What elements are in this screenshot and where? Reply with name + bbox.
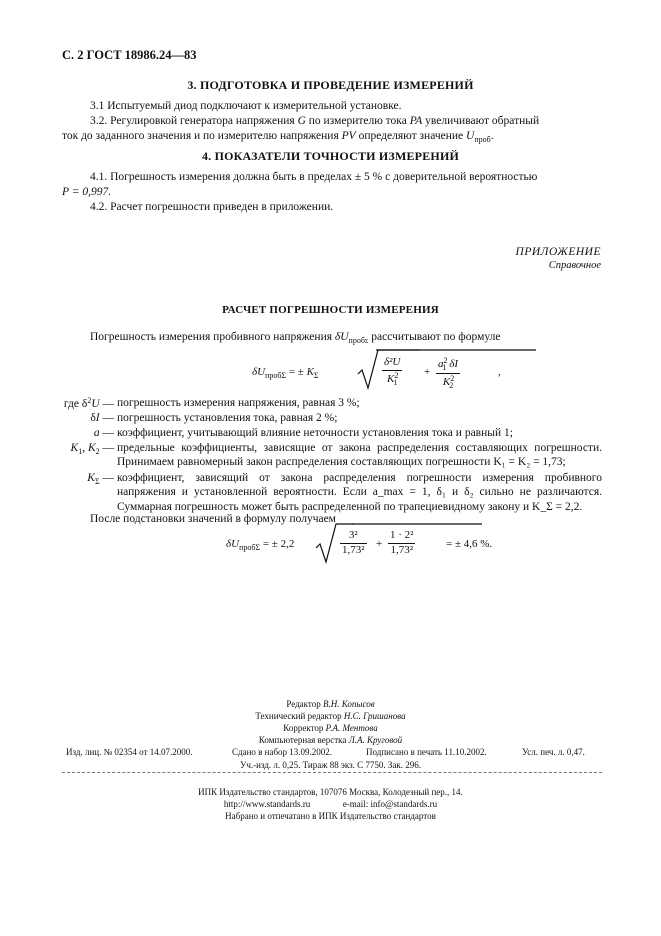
text: Σ: [364, 339, 369, 345]
text: = ± 2,2: [262, 538, 295, 550]
formula-1-frac-1: [382, 356, 402, 388]
credit-role: Редактор: [286, 699, 321, 709]
text: ,: [498, 366, 501, 378]
numerator: 3²: [340, 529, 367, 544]
paragraph-3-1: 3.1 Испытуемый диод подключают к измерительной установке.: [90, 100, 402, 112]
formula-1-frac-2: [436, 356, 460, 391]
paragraph-4-2: 4.2. Расчет погрешности приведен в приложении.: [90, 201, 334, 213]
appendix-sublabel: Справочное: [548, 260, 601, 271]
subscript: пробΣ: [239, 543, 261, 552]
text: K: [306, 366, 314, 378]
text: = ±: [288, 366, 304, 378]
numerator: 1 · 2²: [388, 529, 415, 544]
subscript: 1: [393, 377, 398, 387]
fraction: [388, 529, 415, 558]
paragraph-4-1-line2: [62, 185, 602, 199]
text: определяют значение: [358, 130, 464, 142]
text: δU: [226, 538, 240, 550]
text: K: [442, 376, 451, 388]
credit-role: Корректор: [283, 723, 324, 734]
page-header: С. 2 ГОСТ 18986.24—83: [62, 48, 197, 62]
definition-text: коэффициент, зависящий от закона распределения погрешности измерения пробивного напряжения и установленной вероятности. Если a_max = 1, δ₁ и δ₂ сильно не различаются. Суммарная погрешность может быть распределенной по трапециевидному закону и K_Σ = 2,2.: [117, 472, 602, 513]
symbol-g: G: [297, 115, 306, 127]
paragraph-4-1-line1: 4.1. Погрешность измерения должна быть в пределах ± 5 % с доверительной вероятностью: [90, 171, 538, 183]
appendix-label: ПРИЛОЖЕНИЕ: [515, 246, 601, 258]
credit-name: Н.С. Гришанова: [343, 711, 406, 722]
denominator: 1,73²: [390, 543, 414, 556]
formula-2-frac-2: [388, 529, 415, 558]
denominator: [436, 374, 460, 391]
subscript: 2: [449, 381, 454, 390]
formula-1-lhs: [252, 366, 319, 381]
text: δ²U: [384, 356, 401, 368]
text: .: [490, 130, 494, 142]
text: K: [387, 372, 395, 385]
symbol: δU: [334, 331, 349, 343]
symbol-pa: PA: [409, 115, 423, 127]
plus-sign: +: [424, 366, 431, 378]
publisher-contacts: [0, 798, 661, 810]
formula-1: [252, 346, 582, 390]
definitions-list: [0, 396, 661, 513]
credit-name: Л.А. Круговой: [348, 735, 403, 746]
numerator: [436, 356, 460, 374]
section-4-title: 4. ПОКАЗАТЕЛИ ТОЧНОСТИ ИЗМЕРЕНИЙ: [201, 149, 460, 163]
credits: [0, 698, 661, 747]
credit-line: [0, 722, 661, 734]
subscript: [349, 336, 369, 345]
text: a: [438, 358, 444, 370]
credit-line: [0, 710, 661, 722]
text: P = 0,997.: [62, 186, 112, 198]
symbol-u: U: [466, 130, 475, 142]
fraction: [436, 356, 460, 391]
definition-text: предельные коэффициенты, зависящие от закона распределения составляющих погрешности. Принимаем равномерный закон распределения составляющих погрешности K₁ = K₂ = 1,73;: [117, 442, 602, 469]
text: проб: [348, 336, 365, 345]
formula-2-lhs: [226, 538, 294, 553]
publisher-address: ИПК Издательство стандартов, 107076 Москва, Колодезный пер., 14.: [198, 787, 463, 797]
sqrt-bar: [352, 520, 482, 526]
imprint-signed: Подписано в печать 11.10.2002.: [366, 747, 487, 757]
plus-sign: +: [376, 538, 383, 550]
after-substitution: После подстановки значений в формулу получаем: [90, 513, 336, 525]
superscript: 2: [443, 356, 448, 365]
definition-text: погрешность установления тока, равная 2 %;: [117, 412, 338, 424]
definition-text: погрешность измерения напряжения, равная 3 %;: [117, 397, 360, 409]
text: ток до заданного значения и по измерителю напряжения: [62, 130, 339, 142]
symbol-pv: PV: [341, 130, 356, 142]
fraction: [382, 356, 402, 388]
result: = ± 4,6 %.: [446, 538, 493, 550]
footer: [0, 786, 661, 822]
text: увеличивают обратный: [425, 115, 540, 127]
definition-term: δI —: [90, 412, 114, 424]
subscript: пробΣ: [265, 371, 287, 380]
superscript: 2: [394, 370, 399, 380]
denominator: [382, 371, 402, 388]
credit-line: [0, 734, 661, 746]
definition-term: a —: [93, 427, 114, 439]
imprint-line-2: Уч.-изд. л. 0,25. Тираж 88 экз. С 7750. Зак. 296.: [239, 760, 422, 770]
credit-role: Компьютерная верстка: [258, 735, 347, 746]
text: по измерителю тока: [308, 115, 407, 127]
subscript: Σ: [313, 371, 319, 380]
imprint-print-sheets: Усл. печ. л. 0,47.: [522, 747, 585, 757]
text: рассчитывают по формуле: [371, 331, 501, 343]
printed-by: Набрано и отпечатано в ИПК Издательство стандартов: [225, 811, 436, 822]
appendix-title: РАСЧЕТ ПОГРЕШНОСТИ ИЗМЕРЕНИЯ: [222, 304, 439, 316]
credit-role: Технический редактор: [255, 711, 342, 722]
appendix-intro: [90, 330, 602, 347]
sqrt-bar: [376, 346, 536, 352]
imprint-typeset: Сдано в набор 13.09.2002.: [232, 747, 333, 757]
definition-term: $K_\Sigma$ —: [87, 472, 114, 486]
credit-line: [0, 698, 661, 710]
definition-text: коэффициент, учитывающий влияние неточности установления тока и равный 1;: [117, 427, 513, 439]
numerator: [382, 356, 402, 371]
text: δI: [449, 358, 459, 370]
text: Погрешность измерения пробивного напряжения: [90, 331, 333, 343]
divider: [62, 772, 602, 773]
text: 3.2. Регулировкой генератора напряжения: [90, 115, 295, 127]
definition-term: $K_1$, $K_2$ —: [70, 442, 114, 456]
superscript: 2: [450, 374, 455, 383]
denominator: 1,73²: [342, 543, 365, 556]
credit-name: Р.А. Ментова: [325, 723, 378, 734]
definition-term: где $\delta^2U$ —: [63, 396, 114, 410]
credit-name: В.Н. Копысов: [323, 699, 375, 709]
imprint-license: Изд. лиц. № 02354 от 14.07.2000.: [66, 747, 193, 757]
formula-2: [226, 520, 566, 566]
fraction: [340, 529, 367, 558]
email-link[interactable]: e-mail: info@standards.ru: [342, 799, 438, 810]
text: δU: [252, 366, 266, 378]
paragraph-3-2-line1: [90, 114, 602, 128]
subscript: 1: [442, 363, 447, 372]
paragraph-3-2-line2: [62, 129, 602, 145]
formula-2-frac-1: [340, 529, 367, 558]
section-3-title: 3. ПОДГОТОВКА И ПРОВЕДЕНИЕ ИЗМЕРЕНИЙ: [187, 78, 474, 92]
website-link[interactable]: http://www.standards.ru: [223, 799, 311, 810]
subscript: проб: [474, 135, 491, 144]
